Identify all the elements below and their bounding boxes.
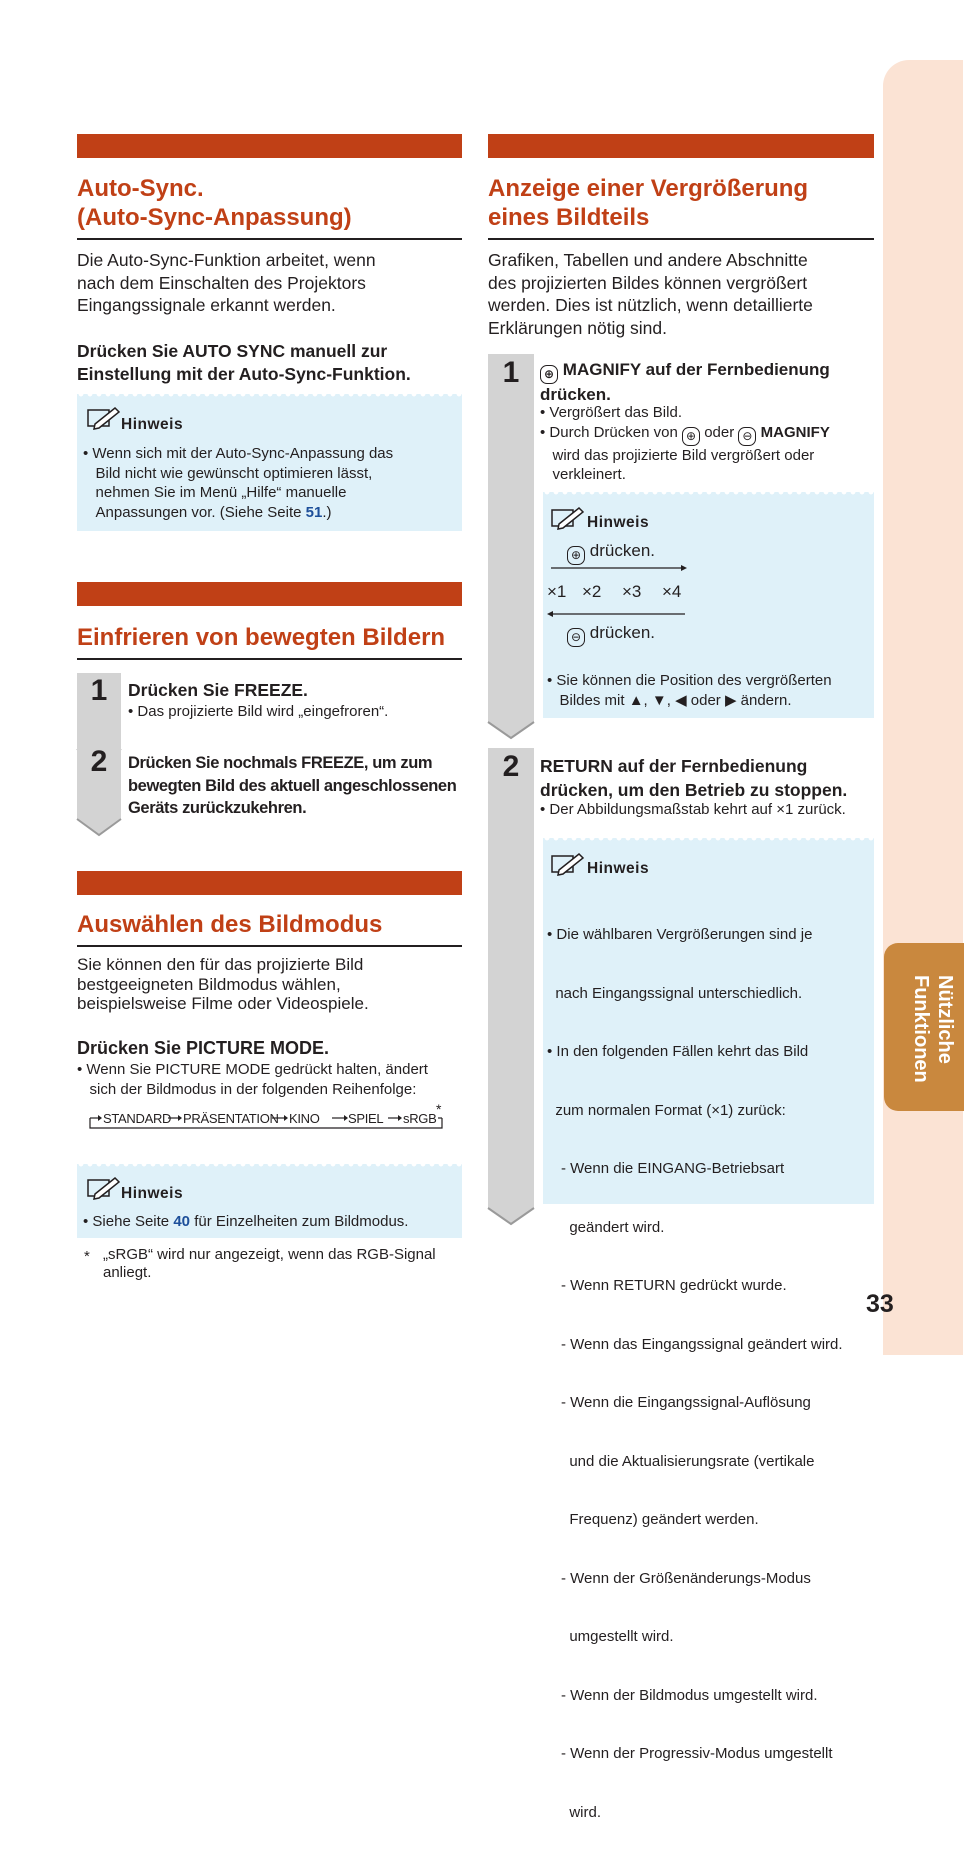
- autosync-rule: [77, 238, 462, 240]
- zoom-level-4: ×4: [662, 582, 682, 601]
- step-arrow-magnify-2: [488, 748, 534, 1224]
- side-tab-line2: Funktionen: [910, 975, 932, 1083]
- mode-spiel: SPIEL: [348, 1111, 384, 1126]
- pencil-icon: [85, 406, 121, 430]
- autosync-note-text: • Wenn sich mit der Auto-Sync-Anpassung das Bild nicht wie gewünscht optimieren lässt, nehmen Sie im Menü „Hilfe“ manuelle Anpassungen vor. (Siehe Seite 51.): [83, 445, 394, 521]
- picture-mode-bullet: • Wenn Sie PICTURE MODE gedrückt halten, ändert sich der Bildmodus in der folgenden Reihenfolge:: [77, 1061, 428, 1098]
- magnify-step2-title: RETURN auf der Fernbedienung drücken, um den Betrieb zu stoppen.: [540, 756, 848, 800]
- magnify-note2-list: • Die wählbaren Vergrößerungen sind je nach Eingangssignal unterschiedlich. • In den folgenden Fällen kehrt das Bild zum normalen Format (×1) zurück: - Wenn die EINGANG-Betriebsart geändert wird. - Wenn RETURN gedrückt wurde. - Wenn das Eingangssignal geändert wird. - Wenn die Eingangssignal-Auflösung und die Aktualisierungsrate (vertikale Frequenz) geändert werden. - Wenn der Größenänderungs-Modus umgestellt wird. - Wenn der Bildmodus umgestellt wird. - Wenn der Progressiv-Modus umgestellt wird.: [547, 926, 843, 1821]
- footnote-text: „sRGB“ wird nur angezeigt, wenn das RGB-Signal anliegt.: [103, 1246, 436, 1281]
- magnify-plus-key-icon: ⊕: [682, 427, 700, 446]
- step-number: 1: [90, 674, 108, 707]
- zoom-level-1: ×1: [547, 582, 567, 601]
- pencil-icon: [85, 1176, 121, 1200]
- mode-kino: KINO: [289, 1111, 320, 1126]
- step-arrow-magnify-1: [488, 354, 534, 738]
- step-number: 2: [90, 745, 108, 778]
- side-tab-label[interactable]: [893, 975, 957, 1093]
- magnify-title: Anzeige einer Vergrößerung eines Bildteils: [488, 175, 809, 231]
- magnify-plus-key-icon: ⊕: [567, 546, 585, 565]
- picture-mode-note-text: • Siehe Seite 40 für Einzelheiten zum Bildmodus.: [83, 1213, 409, 1230]
- zoom-out-row: ⊖ drücken.: [567, 623, 655, 647]
- autosync-note: [77, 394, 462, 531]
- side-tab-background: [883, 60, 963, 1355]
- step-number: 1: [502, 356, 520, 389]
- section-bar-magnify: [488, 134, 874, 158]
- picture-mode-title: Auswählen des Bildmodus: [77, 911, 383, 938]
- freeze-step1-bullet: • Das projizierte Bild wird „eingefroren“.: [128, 703, 389, 720]
- magnify-minus-key-icon: ⊖: [738, 427, 756, 446]
- magnify-step1-title: ⊕ MAGNIFY auf der Fernbedienung drücken.: [540, 360, 830, 404]
- section-bar-autosync: [77, 134, 462, 158]
- side-tab-line1: Nützliche: [934, 975, 956, 1064]
- mode-standard: STANDARD: [103, 1111, 172, 1126]
- note-title: Hinweis: [121, 416, 184, 433]
- page-link-40[interactable]: 40: [173, 1213, 191, 1230]
- picture-mode-instruction: Drücken Sie PICTURE MODE.: [77, 1038, 330, 1058]
- autosync-title: Auto-Sync. (Auto-Sync-Anpassung): [77, 175, 352, 231]
- section-bar-picture-mode: [77, 871, 462, 895]
- magnify-intro: Grafiken, Tabellen und andere Abschnitte des projizierten Bildes können vergrößert werden. Dies ist nützlich, wenn detaillierte Erklärungen nötig sind.: [488, 250, 813, 338]
- zoom-in-row: ⊕ drücken.: [567, 541, 655, 565]
- magnify-rule: [488, 238, 874, 240]
- freeze-title: Einfrieren von bewegten Bildern: [77, 624, 446, 651]
- note-title: Hinweis: [587, 514, 650, 531]
- freeze-step1-title: Drücken Sie FREEZE.: [128, 680, 308, 700]
- picture-mode-note: [77, 1164, 462, 1238]
- autosync-instruction: Drücken Sie AUTO SYNC manuell zur Einstellung mit der Auto-Sync-Funktion.: [77, 341, 411, 384]
- zoom-level-2: ×2: [582, 582, 602, 601]
- footnote-mark: *: [84, 1248, 90, 1265]
- picture-mode-rule: [77, 945, 462, 947]
- autosync-intro: Die Auto-Sync-Funktion arbeitet, wenn nach dem Einschalten des Projektors Eingangssignale erkannt werden.: [77, 250, 376, 315]
- step-number: 2: [502, 750, 520, 783]
- zoom-level-3: ×3: [622, 582, 642, 601]
- freeze-step2-text: Drücken Sie nochmals FREEZE, um zum bewegten Bild des aktuell angeschlossenen Geräts zurückzukehren.: [128, 754, 457, 817]
- srgb-asterisk: *: [436, 1101, 442, 1117]
- page-number: 33: [866, 1290, 894, 1318]
- section-bar-freeze: [77, 582, 462, 606]
- mode-srgb: sRGB: [403, 1111, 437, 1126]
- magnify-step2-bullet: • Der Abbildungsmaßstab kehrt auf ×1 zurück.: [540, 801, 846, 818]
- magnify-minus-key-icon: ⊖: [567, 628, 585, 647]
- note-title: Hinweis: [587, 860, 650, 877]
- magnify-note1-bullet: • Sie können die Position des vergrößerten Bildes mit ▲, ▼, ◀ oder ▶ ändern.: [547, 672, 832, 709]
- freeze-rule: [77, 658, 462, 660]
- magnify-note-2: [543, 838, 874, 1821]
- magnify-plus-key-icon: ⊕: [540, 365, 558, 384]
- page-link-51[interactable]: 51: [305, 503, 323, 521]
- pencil-icon: [549, 506, 585, 530]
- note-title: Hinweis: [121, 1185, 184, 1202]
- picture-mode-intro: Sie können den für das projizierte Bild bestgeeigneten Bildmodus wählen, beispielsweise Filme oder Videospiele.: [77, 955, 369, 1013]
- magnify-step1-bullets: • Vergrößert das Bild. • Durch Drücken von ⊕ oder ⊖ MAGNIFY wird das projizierte Bild vergrößert oder verkleinert.: [540, 404, 830, 483]
- pencil-icon: [549, 852, 585, 876]
- magnify-note-1: [543, 492, 874, 718]
- mode-praesentation: PRÄSENTATION: [183, 1111, 279, 1126]
